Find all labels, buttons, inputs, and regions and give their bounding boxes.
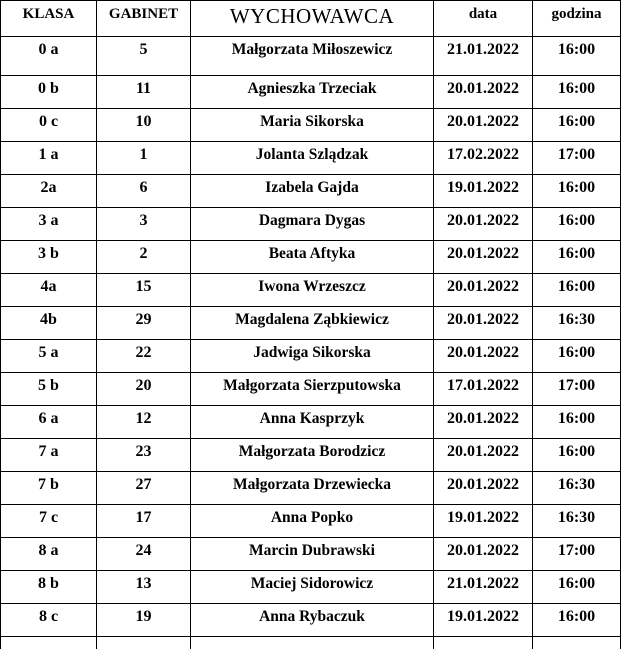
cell-gabinet: 12 (97, 406, 191, 439)
cell-godzina: 16:30 (533, 472, 621, 505)
table-row (1, 439, 621, 472)
cell-gabinet: 20 (97, 373, 191, 406)
cell-klasa: 0 a (1, 37, 97, 76)
cell-wychowawca: Agnieszka Trzeciak (191, 76, 434, 109)
cell-godzina: 16:00 (533, 439, 621, 472)
cell-godzina: 17:00 (533, 538, 621, 571)
table-row (1, 274, 621, 307)
cell-data: 20.01.2022 (434, 76, 533, 109)
cell-data: 20.01.2022 (434, 340, 533, 373)
cell-data: 20.01.2022 (434, 439, 533, 472)
cell-gabinet: 13 (97, 571, 191, 604)
cell-wychowawca: Anna Kasprzyk (191, 406, 434, 439)
cell-gabinet: 22 (97, 340, 191, 373)
cell-data: 20.01.2022 (434, 109, 533, 142)
header-wychowawca: WYCHOWAWCA (191, 1, 434, 37)
cell-klasa: 4a (1, 274, 97, 307)
cell-godzina: 16:30 (533, 505, 621, 538)
cell-gabinet: 1 (97, 142, 191, 175)
cell-data: 17.02.2022 (434, 142, 533, 175)
cell-wychowawca: Małgorzata Borodzicz (191, 439, 434, 472)
cell-klasa: 7 c (1, 505, 97, 538)
cell-gabinet: 6 (97, 175, 191, 208)
cell-wychowawca: Beata Aftyka (191, 241, 434, 274)
cell-klasa: 5 a (1, 340, 97, 373)
table-row (1, 538, 621, 571)
cell-wychowawca: Maciej Sidorowicz (191, 571, 434, 604)
table-row (1, 505, 621, 538)
cell-gabinet: 2 (97, 241, 191, 274)
cell-wychowawca: Anna Popko (191, 505, 434, 538)
cell-godzina: 16:00 (533, 604, 621, 637)
cell-wychowawca: Maria Sikorska (191, 109, 434, 142)
cell-data: 20.01.2022 (434, 274, 533, 307)
cell-klasa: 2a (1, 175, 97, 208)
cell-godzina: 16:00 (533, 571, 621, 604)
cell-klasa: 1 a (1, 142, 97, 175)
table-row (1, 37, 621, 76)
table-row (1, 307, 621, 340)
cell-wychowawca: Dagmara Dygas (191, 208, 434, 241)
cell-godzina: 17:00 (533, 373, 621, 406)
header-godzina: godzina (533, 1, 621, 37)
cell-klasa: 6 a (1, 406, 97, 439)
cell-klasa: 4b (1, 307, 97, 340)
cell-klasa: 8 b (1, 571, 97, 604)
table-row (1, 208, 621, 241)
cell-godzina: 16:00 (533, 208, 621, 241)
cell-wychowawca: Magdalena Ząbkiewicz (191, 307, 434, 340)
trailing-row (1, 637, 621, 650)
table-row (1, 571, 621, 604)
cell-data: 19.01.2022 (434, 505, 533, 538)
cell-godzina: 17:00 (533, 142, 621, 175)
cell-godzina: 16:00 (533, 241, 621, 274)
cell-godzina: 16:00 (533, 109, 621, 142)
cell-data: 21.01.2022 (434, 37, 533, 76)
cell-gabinet: 17 (97, 505, 191, 538)
table-row (1, 373, 621, 406)
cell-gabinet: 24 (97, 538, 191, 571)
cell-data: 19.01.2022 (434, 175, 533, 208)
cell-godzina: 16:00 (533, 37, 621, 76)
cell-gabinet: 5 (97, 37, 191, 76)
header-gabinet: GABINET (97, 1, 191, 37)
table-row (1, 109, 621, 142)
cell-klasa: 5 b (1, 373, 97, 406)
cell-klasa: 7 a (1, 439, 97, 472)
table-row (1, 241, 621, 274)
cell-klasa: 8 a (1, 538, 97, 571)
table-row (1, 472, 621, 505)
cell-wychowawca: Jadwiga Sikorska (191, 340, 434, 373)
cell-gabinet: 15 (97, 274, 191, 307)
cell-data: 21.01.2022 (434, 571, 533, 604)
table-row (1, 175, 621, 208)
cell-data: 20.01.2022 (434, 406, 533, 439)
cell-wychowawca: Izabela Gajda (191, 175, 434, 208)
cell-gabinet: 11 (97, 76, 191, 109)
table-row (1, 142, 621, 175)
cell-godzina: 16:00 (533, 76, 621, 109)
cell-klasa: 3 b (1, 241, 97, 274)
cell-gabinet: 27 (97, 472, 191, 505)
cell-klasa: 3 a (1, 208, 97, 241)
cell-data: 20.01.2022 (434, 307, 533, 340)
table-row (1, 604, 621, 637)
cell-klasa: 7 b (1, 472, 97, 505)
cell-klasa: 0 b (1, 76, 97, 109)
cell-godzina: 16:00 (533, 340, 621, 373)
cell-gabinet: 3 (97, 208, 191, 241)
table-row (1, 76, 621, 109)
cell-data: 20.01.2022 (434, 208, 533, 241)
cell-wychowawca: Iwona Wrzeszcz (191, 274, 434, 307)
header-row (1, 1, 621, 37)
cell-gabinet: 19 (97, 604, 191, 637)
cell-godzina: 16:30 (533, 307, 621, 340)
cell-wychowawca: Marcin Dubrawski (191, 538, 434, 571)
cell-wychowawca: Małgorzata Drzewiecka (191, 472, 434, 505)
cell-data: 20.01.2022 (434, 538, 533, 571)
cell-godzina: 16:00 (533, 406, 621, 439)
cell-wychowawca: Małgorzata Sierzputowska (191, 373, 434, 406)
cell-klasa: 0 c (1, 109, 97, 142)
cell-godzina: 16:00 (533, 175, 621, 208)
cell-wychowawca: Anna Rybaczuk (191, 604, 434, 637)
cell-klasa: 8 c (1, 604, 97, 637)
cell-godzina: 16:00 (533, 274, 621, 307)
cell-wychowawca: Małgorzata Miłoszewicz (191, 37, 434, 76)
header-data: data (434, 1, 533, 37)
cell-data: 20.01.2022 (434, 472, 533, 505)
cell-gabinet: 23 (97, 439, 191, 472)
table-row (1, 406, 621, 439)
cell-gabinet: 29 (97, 307, 191, 340)
table-row (1, 340, 621, 373)
cell-data: 20.01.2022 (434, 241, 533, 274)
header-klasa: KLASA (1, 1, 97, 37)
cell-data: 17.01.2022 (434, 373, 533, 406)
cell-wychowawca: Jolanta Szlądzak (191, 142, 434, 175)
cell-data: 19.01.2022 (434, 604, 533, 637)
cell-gabinet: 10 (97, 109, 191, 142)
